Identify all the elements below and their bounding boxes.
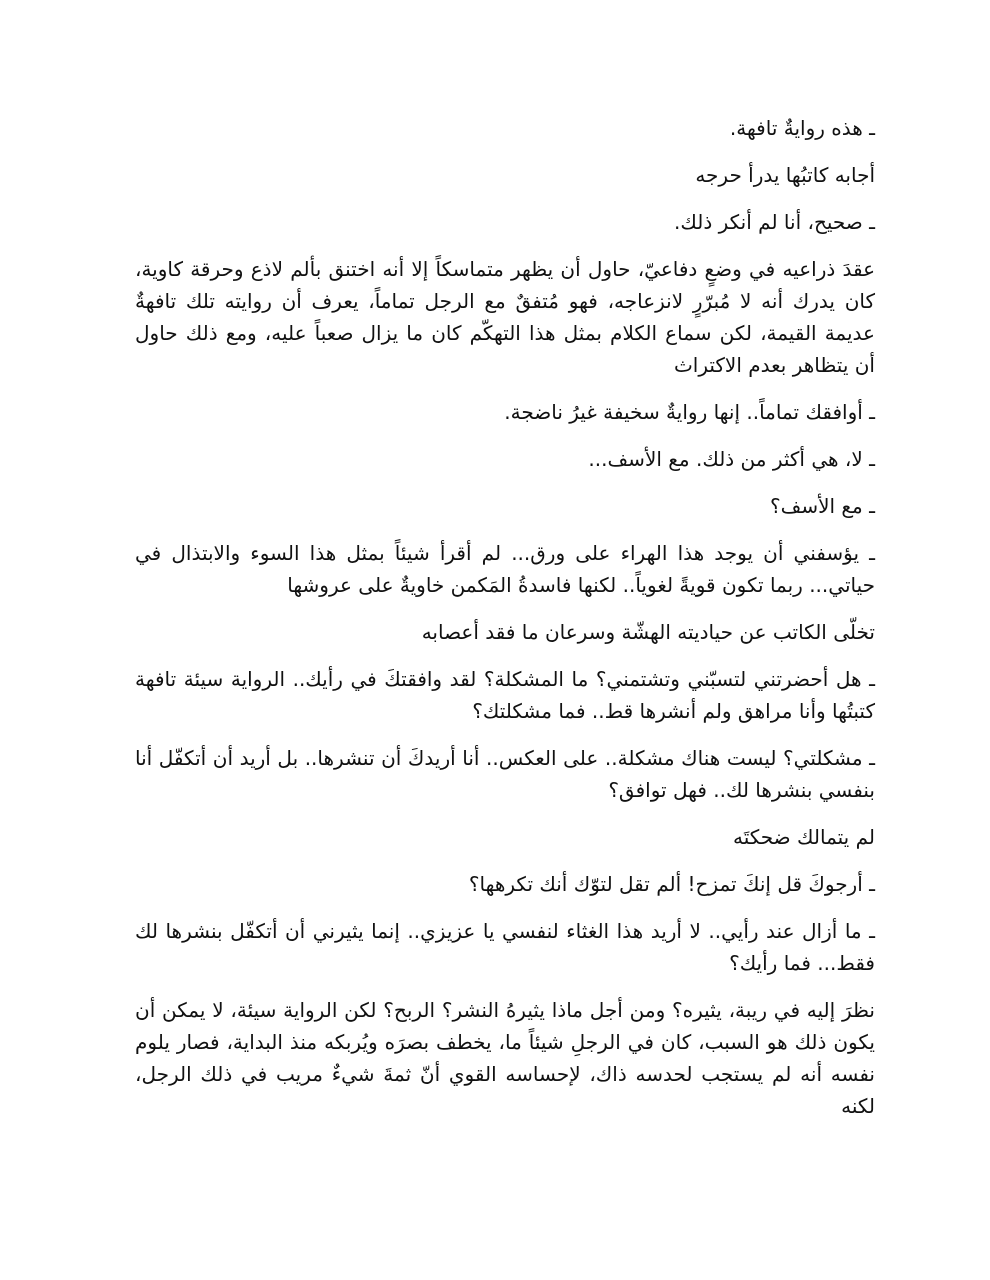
paragraph: ـ هذه روايةٌ تافهة.: [729, 116, 875, 140]
paragraph: ـ أوافقك تماماً.. إنها روايةٌ سخيفة غيرُ ناضجة.: [504, 400, 875, 424]
paragraph: ـ لا، هي أكثر من ذلك. مع الأسف...: [588, 447, 875, 471]
paragraph: أجابه كاتبُها يدرأ حرجه: [695, 163, 875, 187]
paragraph: عقدَ ذراعيه في وضعٍ دفاعيّ، حاول أن يظهر متماسكاً إلا أنه اختنق بألم لاذع وحرقة كاوية، كان يدرك أنه لا مُبرّرٍ لانزعاجه، فهو مُتفقٌ مع الرجل تماماً، يعرف أن روايته تلك تافهةٌ عديمة القيمة، لكن سماع الكلام بمثل هذا التهكّم كان ما يزال صعباً عليه، ومع ذلك حاول أن يتظاهر بعدم الاكتراث: [135, 257, 875, 377]
paragraph: ـ مشكلتي؟ ليست هناك مشكلة.. على العكس.. أنا أريدكَ أن تنشرها.. بل أريد أن أتكفّل أنا بنفسي بنشرها لك.. فهل توافق؟: [135, 746, 875, 802]
paragraph: ـ مع الأسف؟: [770, 494, 875, 518]
paragraph: لم يتمالك ضحكتَه: [732, 825, 875, 849]
paragraph: ـ ما أزال عند رأيي.. لا أريد هذا الغثاء لنفسي يا عزيزي.. إنما يثيرني أن أتكفّل بنشرها لك فقط... فما رأيك؟: [135, 919, 875, 975]
paragraph: ـ هل أحضرتني لتسبّني وتشتمني؟ ما المشكلة؟ لقد وافقتكَ في رأيك.. الرواية سيئة تافهة كتبتُها وأنا مراهق ولم أنشرها قط.. فما مشكلتك؟: [135, 667, 875, 723]
paragraph: ـ يؤسفني أن يوجد هذا الهراء على ورق... لم أقرأ شيئاً بمثل هذا السوء والابتذال في حياتي... ربما تكون قويةً لغوياً.. لكنها فاسدةُ المَكمن خاويةٌ على عروشها: [135, 541, 875, 597]
paragraph: ـ أرجوكَ قل إنكَ تمزح! ألم تقل لتوّك أنك تكرهها؟: [468, 872, 875, 896]
paragraph: ـ صحيح، أنا لم أنكر ذلك.: [674, 210, 875, 234]
document-page: [135, 112, 875, 1122]
paragraph: تخلّى الكاتب عن حياديته الهشّة وسرعان ما فقد أعصابه: [421, 620, 875, 644]
paragraph: نظرَ إليه في ريبة، يثيره؟ ومن أجل ماذا يثيرهُ النشر؟ الربح؟ لكن الرواية سيئة، لا يمكن أن يكون ذلك هو السبب، كان في الرجلِ شيئاً ما، يخطف بصرَه ويُربكه منذ البداية، فصار يلوم نفسه أنه لم يستجب لحدسه ذاك، لإحساسه القوي أنّ ثمةَ شيءٌ مريب في ذلك الرجل، لكنه: [135, 998, 875, 1118]
